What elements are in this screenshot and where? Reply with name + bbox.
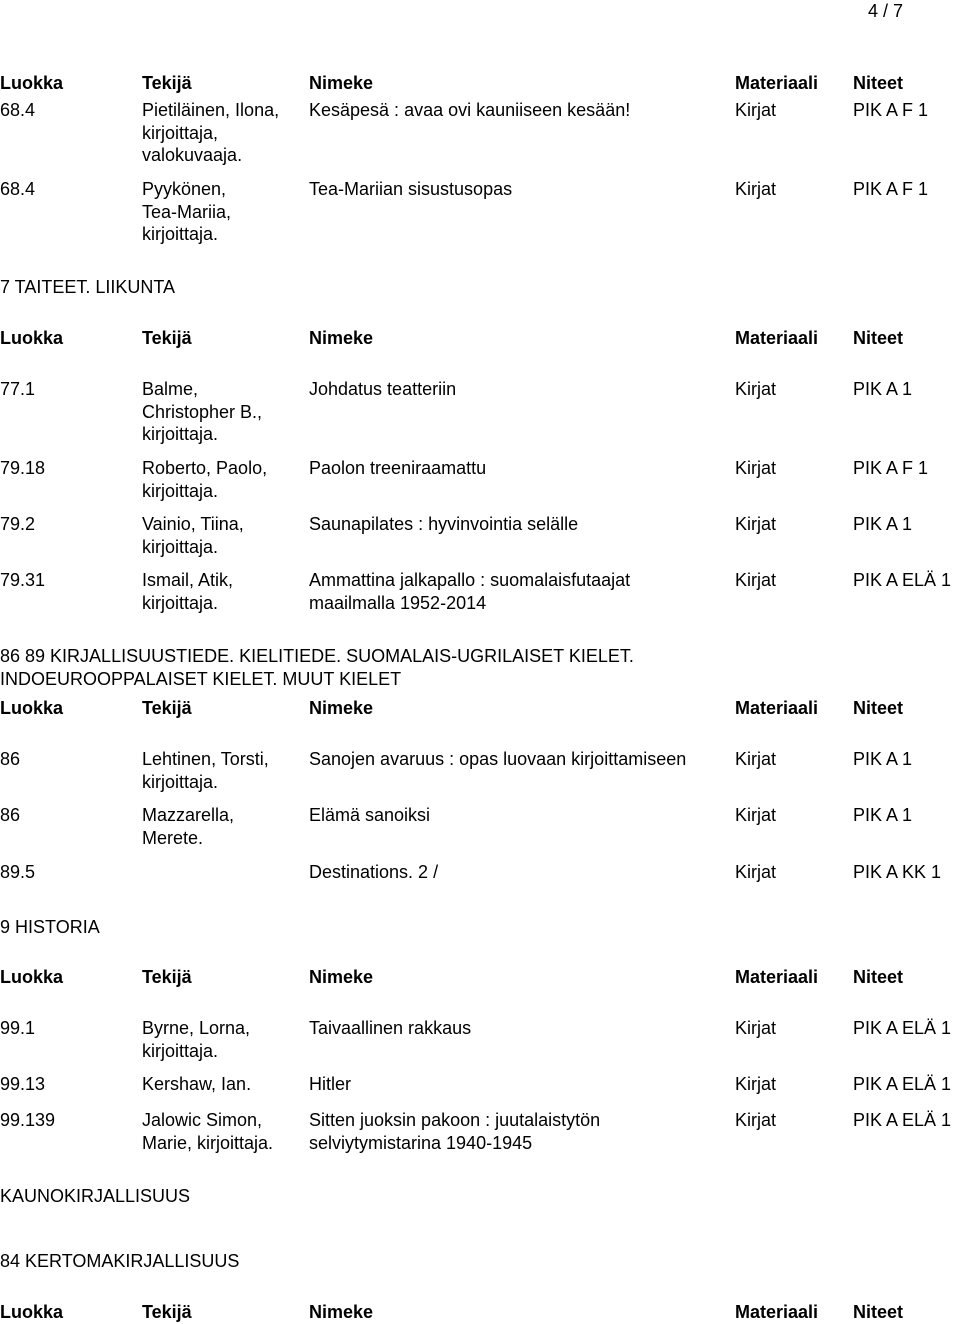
row-tekija (142, 378, 302, 446)
row-materiaali: Kirjat (735, 179, 777, 199)
header-tekija: Tekijä (142, 1302, 192, 1322)
header-nimeke: Nimeke (309, 328, 374, 348)
row-tekija (142, 178, 302, 246)
header-nimeke: Nimeke (309, 1302, 374, 1322)
row-nimeke: Johdatus teatteriin (309, 379, 457, 399)
header-luokka: Luokka (0, 73, 64, 93)
page-number: 4 / 7 (868, 1, 904, 21)
tekija-line: Ismail, Atik, (142, 570, 234, 590)
header-nimeke: Nimeke (309, 967, 374, 987)
row-tekija (142, 457, 302, 502)
header-luokka: Luokka (0, 1302, 64, 1322)
nimeke-line: Ammattina jalkapallo : suomalaisfutaajat (309, 570, 631, 590)
row-materiaali: Kirjat (735, 458, 777, 478)
row-niteet: PIK A 1 (853, 379, 913, 399)
section-title-line: 86 89 KIRJALLISUUSTIEDE. KIELITIEDE. SUOMALAIS-UGRILAISET KIELET. (0, 646, 634, 666)
section-title: 9 HISTORIA (0, 917, 100, 937)
header-tekija: Tekijä (142, 967, 192, 987)
row-tekija (142, 569, 302, 614)
tekija-line: valokuvaaja. (142, 145, 243, 165)
row-niteet: PIK A ELÄ 1 (853, 570, 952, 590)
row-tekija (142, 99, 302, 167)
row-materiaali: Kirjat (735, 805, 777, 825)
row-tekija (142, 748, 302, 793)
section-title: 84 KERTOMAKIRJALLISUUS (0, 1251, 240, 1271)
row-nimeke: Sanojen avaruus : opas luovaan kirjoittamiseen (309, 749, 687, 769)
tekija-line: Roberto, Paolo, (142, 458, 268, 478)
header-luokka: Luokka (0, 967, 64, 987)
section-title-line: INDOEUROOPPALAISET KIELET. MUUT KIELET (0, 668, 402, 689)
row-luokka: 79.18 (0, 458, 46, 478)
row-nimeke: Hitler (309, 1074, 352, 1094)
row-luokka: 89.5 (0, 862, 36, 882)
row-nimeke (309, 569, 630, 614)
row-niteet: PIK A 1 (853, 749, 913, 769)
header-niteet: Niteet (853, 698, 904, 718)
row-nimeke: Elämä sanoiksi (309, 805, 431, 825)
row-materiaali: Kirjat (735, 1110, 777, 1130)
header-materiaali: Materiaali (735, 698, 819, 718)
tekija-line: kirjoittaja, (142, 122, 219, 143)
tekija-line: Tea-Mariia, (142, 201, 232, 222)
row-luokka: 79.31 (0, 570, 46, 590)
row-niteet: PIK A ELÄ 1 (853, 1110, 952, 1130)
row-nimeke: Kesäpesä : avaa ovi kauniiseen kesään! (309, 100, 631, 120)
header-tekija: Tekijä (142, 328, 192, 348)
row-materiaali: Kirjat (735, 379, 777, 399)
tekija-line: Christopher B., (142, 401, 263, 422)
tekija-line: Merete. (142, 827, 204, 848)
header-materiaali: Materiaali (735, 1302, 819, 1322)
row-materiaali: Kirjat (735, 862, 777, 882)
row-luokka: 99.13 (0, 1074, 46, 1094)
header-niteet: Niteet (853, 967, 904, 987)
row-luokka: 86 (0, 805, 21, 825)
header-nimeke: Nimeke (309, 698, 374, 718)
row-materiaali: Kirjat (735, 749, 777, 769)
row-nimeke: Destinations. 2 / (309, 862, 439, 882)
tekija-line: kirjoittaja. (142, 224, 219, 244)
tekija-line: kirjoittaja. (142, 1040, 219, 1061)
nimeke-line: maailmalla 1952-2014 (309, 592, 487, 613)
tekija-line: Pietiläinen, Ilona, (142, 100, 280, 120)
row-niteet: PIK A F 1 (853, 458, 929, 478)
row-niteet: PIK A KK 1 (853, 862, 942, 882)
row-nimeke: Taivaallinen rakkaus (309, 1018, 472, 1038)
header-nimeke: Nimeke (309, 73, 374, 93)
row-luokka: 86 (0, 749, 21, 769)
row-luokka: 79.2 (0, 514, 36, 534)
row-tekija (142, 1109, 302, 1154)
row-luokka: 68.4 (0, 100, 36, 120)
header-niteet: Niteet (853, 73, 904, 93)
header-luokka: Luokka (0, 698, 64, 718)
tekija-line: Lehtinen, Torsti, (142, 749, 269, 769)
row-niteet: PIK A F 1 (853, 179, 929, 199)
row-niteet: PIK A ELÄ 1 (853, 1018, 952, 1038)
row-materiaali: Kirjat (735, 1074, 777, 1094)
tekija-line: kirjoittaja. (142, 424, 219, 444)
header-tekija: Tekijä (142, 73, 192, 93)
row-nimeke: Saunapilates : hyvinvointia selälle (309, 514, 579, 534)
row-luokka: 68.4 (0, 179, 36, 199)
row-materiaali: Kirjat (735, 514, 777, 534)
tekija-line: Jalowic Simon, (142, 1110, 263, 1130)
tekija-line: Kershaw, Ian. (142, 1074, 252, 1094)
tekija-line: kirjoittaja. (142, 771, 219, 792)
header-niteet: Niteet (853, 328, 904, 348)
row-tekija (142, 513, 302, 558)
row-niteet: PIK A F 1 (853, 100, 929, 120)
row-luokka: 99.1 (0, 1018, 36, 1038)
tekija-line: kirjoittaja. (142, 592, 219, 613)
row-tekija (142, 1017, 302, 1062)
tekija-line: Balme, (142, 379, 199, 399)
header-materiaali: Materiaali (735, 73, 819, 93)
row-niteet: PIK A ELÄ 1 (853, 1074, 952, 1094)
section-title: 7 TAITEET. LIIKUNTA (0, 277, 176, 297)
tekija-line: Mazzarella, (142, 805, 235, 825)
header-tekija: Tekijä (142, 698, 192, 718)
header-niteet: Niteet (853, 1302, 904, 1322)
tekija-line: kirjoittaja. (142, 480, 219, 501)
row-materiaali: Kirjat (735, 100, 777, 120)
section-title (0, 645, 634, 690)
row-materiaali: Kirjat (735, 1018, 777, 1038)
row-luokka: 77.1 (0, 379, 36, 399)
header-luokka: Luokka (0, 328, 64, 348)
tekija-line: Byrne, Lorna, (142, 1018, 251, 1038)
row-niteet: PIK A 1 (853, 514, 913, 534)
row-luokka: 99.139 (0, 1110, 56, 1130)
row-tekija (142, 1073, 302, 1096)
row-materiaali: Kirjat (735, 570, 777, 590)
row-niteet: PIK A 1 (853, 805, 913, 825)
header-materiaali: Materiaali (735, 328, 819, 348)
tekija-line: Pyykönen, (142, 179, 227, 199)
tekija-line: kirjoittaja. (142, 536, 219, 557)
nimeke-line: selviytymistarina 1940-1945 (309, 1132, 533, 1153)
row-nimeke: Tea-Mariian sisustusopas (309, 179, 513, 199)
header-materiaali: Materiaali (735, 967, 819, 987)
section-title: KAUNOKIRJALLISUUS (0, 1186, 191, 1206)
row-nimeke (309, 1109, 600, 1154)
tekija-line: Marie, kirjoittaja. (142, 1132, 274, 1153)
row-nimeke: Paolon treeniraamattu (309, 458, 487, 478)
tekija-line: Vainio, Tiina, (142, 514, 244, 534)
row-tekija (142, 804, 302, 849)
nimeke-line: Sitten juoksin pakoon : juutalaistytön (309, 1110, 601, 1130)
